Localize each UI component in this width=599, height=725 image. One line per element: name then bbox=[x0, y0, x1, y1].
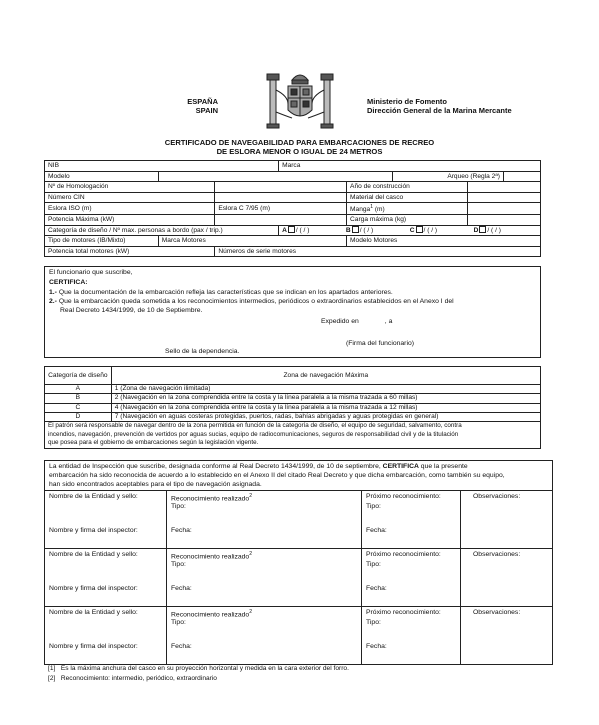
proximo-label[interactable]: Próximo reconocimiento: bbox=[366, 551, 441, 558]
directorate-name: Dirección General de la Marina Mercante bbox=[367, 106, 512, 115]
material-label: Material del casco bbox=[347, 192, 468, 203]
zone-cat: D bbox=[45, 412, 112, 421]
carga-max-label: Carga máxima (kg) bbox=[347, 215, 468, 226]
firma-inspector-label[interactable]: Nombre y firma del inspector: bbox=[49, 527, 138, 534]
tipo-label[interactable]: Tipo: bbox=[366, 561, 381, 568]
cat-d-checkbox[interactable] bbox=[479, 226, 486, 233]
potencia-max-value[interactable] bbox=[215, 215, 347, 226]
certificate-title-line2: DE ESLORA MENOR O IGUAL DE 24 METROS bbox=[216, 147, 383, 156]
zone-cat: A bbox=[45, 385, 112, 394]
arqueo-label: Arqueo (Regla 2ª) bbox=[393, 171, 504, 182]
cat-a-checkbox[interactable] bbox=[288, 226, 295, 233]
firma-funcionario: (Firma del funcionario) bbox=[346, 340, 414, 347]
marca-motores-label: Marca Motores bbox=[158, 236, 346, 247]
cat-c-checkbox[interactable] bbox=[416, 226, 423, 233]
potencia-total-label: Potencia total motores (kW) bbox=[45, 246, 215, 257]
footnote-2: [2] Reconocimiento: intermedio, periódico, extraordinario bbox=[48, 675, 217, 682]
zone-desc: 7 (Navegación en aguas costeras protegidas, puertos, radas, bahías abrigadas y aguas protegidas en general) bbox=[111, 412, 540, 421]
material-value[interactable] bbox=[468, 192, 541, 203]
zone-header-row bbox=[45, 367, 541, 385]
inspection-row bbox=[45, 490, 552, 548]
entidad-label[interactable]: Nombre de la Entidad y sello: bbox=[49, 609, 138, 616]
reconocimiento-label: Reconocimiento realizado$^2$ bbox=[171, 551, 252, 561]
fecha-label[interactable]: Fecha: bbox=[366, 585, 387, 592]
observaciones-label[interactable]: Observaciones: bbox=[473, 551, 521, 558]
modelo-label: Modelo bbox=[45, 171, 159, 182]
tipo-label[interactable]: Tipo: bbox=[171, 561, 186, 568]
country-block bbox=[150, 97, 218, 115]
zone-row bbox=[45, 403, 541, 412]
country-en: SPAIN bbox=[195, 106, 218, 115]
cin-value[interactable] bbox=[215, 192, 347, 203]
fecha-label[interactable]: Fecha: bbox=[171, 643, 192, 650]
cin-label: Número CIN bbox=[45, 192, 215, 203]
form-row bbox=[45, 246, 541, 257]
tipo-label[interactable]: Tipo: bbox=[171, 503, 186, 510]
inspection-intro: La entidad de Inspección que suscribe, designada conforme al Real Decreto 1434/1999, de 10 de septiembre, CERTIFICA que la presente embarcación ha sido reconocida de acuerdo a lo establecido en el Anexo II del citado Real Decreto y que dicha embarcación, como también su equipo, han sido encontrados aceptables para el tipo de navegación asignada. bbox=[49, 463, 505, 488]
fecha-label[interactable]: Fecha: bbox=[171, 585, 192, 592]
inspection-row bbox=[45, 606, 552, 664]
categoria-options bbox=[279, 225, 541, 236]
potencia-max-label: Potencia Máxima (kW) bbox=[45, 215, 215, 226]
ano-construccion-label: Año de construcción bbox=[347, 182, 468, 193]
zone-row bbox=[45, 394, 541, 403]
fecha-label[interactable]: Fecha: bbox=[171, 527, 192, 534]
cert-item-2-cont: Real Decreto 1434/1999, de 10 de Septiembre. bbox=[60, 307, 203, 314]
zone-head-cat: Categoría de diseño bbox=[45, 367, 112, 385]
ministry-block bbox=[367, 97, 567, 115]
categoria-label: Categoría de diseño / Nº max. personas a bordo (pax / trip.) bbox=[45, 225, 279, 236]
proximo-label[interactable]: Próximo reconocimiento: bbox=[366, 609, 441, 616]
entidad-label[interactable]: Nombre de la Entidad y sello: bbox=[49, 493, 138, 500]
inspection-row bbox=[45, 548, 552, 606]
tipo-label[interactable]: Tipo: bbox=[366, 503, 381, 510]
certification-box bbox=[44, 266, 541, 358]
modelo-motores-label: Modelo Motores bbox=[347, 236, 541, 247]
fecha-label[interactable]: Fecha: bbox=[366, 643, 387, 650]
cat-c-option[interactable]: C / ( / ) bbox=[409, 226, 438, 234]
zone-cat: C bbox=[45, 403, 112, 412]
form-row bbox=[45, 203, 541, 215]
carga-max-value[interactable] bbox=[468, 215, 541, 226]
ano-construccion-value[interactable] bbox=[468, 182, 541, 193]
observaciones-label[interactable]: Observaciones: bbox=[473, 609, 521, 616]
form-row bbox=[45, 182, 541, 193]
eslora-iso-label: Eslora ISO (m) bbox=[45, 203, 215, 215]
zone-row bbox=[45, 412, 541, 421]
tipo-label[interactable]: Tipo: bbox=[366, 619, 381, 626]
entidad-label[interactable]: Nombre de la Entidad y sello: bbox=[49, 551, 138, 558]
expedido-line: Expedido en , a bbox=[321, 318, 393, 325]
nib-field[interactable]: NIB bbox=[45, 161, 279, 172]
tipo-motores-label: Tipo de motores (IB/Mixto) bbox=[45, 236, 159, 247]
cat-b-option[interactable]: B / ( / ) bbox=[345, 226, 374, 234]
numeros-serie-label: Números de serie motores bbox=[215, 246, 541, 257]
footnote-1: [1] Es la máxima anchura del casco en su proyección horizontal y medida en la cara exterior del forro. bbox=[48, 665, 349, 672]
ministry-name: Ministerio de Fomento bbox=[367, 97, 448, 106]
firma-inspector-label[interactable]: Nombre y firma del inspector: bbox=[49, 643, 138, 650]
manga-value[interactable] bbox=[468, 203, 541, 215]
certificate-title-line1: CERTIFICADO DE NAVEGABILIDAD PARA EMBARCACIONES DE RECREO bbox=[164, 138, 435, 147]
country-es: ESPAÑA bbox=[187, 97, 218, 106]
cat-b-checkbox[interactable] bbox=[352, 226, 359, 233]
cert-heading: CERTIFICA: bbox=[49, 279, 88, 286]
coat-of-arms-icon bbox=[258, 66, 342, 132]
homologacion-value[interactable] bbox=[215, 182, 347, 193]
eslora-c-label: Eslora C 7/95 (m) bbox=[215, 203, 347, 215]
form-row bbox=[45, 161, 541, 172]
tipo-label[interactable]: Tipo: bbox=[171, 619, 186, 626]
zone-note-row bbox=[45, 422, 541, 449]
inspection-section bbox=[44, 460, 553, 665]
cert-intro: El funcionario que suscribe, bbox=[49, 269, 133, 276]
form-row bbox=[45, 215, 541, 226]
zone-cat: B bbox=[45, 394, 112, 403]
homologacion-label: Nº de Homologación bbox=[45, 182, 215, 193]
reconocimiento-label: Reconocimiento realizado$^2$ bbox=[171, 493, 252, 503]
zone-desc: 1 (Zona de navegación ilimitada) bbox=[111, 385, 540, 394]
cert-item-2: 2.- Que la embarcación queda sometida a los reconocimientos intermedios, periódicos o extraordinarios establecidos en el Anexo I del bbox=[49, 298, 454, 305]
marca-field[interactable]: Marca bbox=[279, 161, 541, 172]
form-row bbox=[45, 236, 541, 247]
cert-item-1: 1.- Que la documentación de la embarcación refleja las características que se indican en los apartados anteriores. bbox=[49, 289, 393, 296]
cat-d-option[interactable]: D / ( / ) bbox=[473, 226, 501, 234]
sello-dependencia: Sello de la dependencia. bbox=[165, 348, 240, 355]
form-row bbox=[45, 171, 541, 182]
reconocimiento-label: Reconocimiento realizado$^2$ bbox=[171, 609, 252, 619]
zone-desc: 4 (Navegación en la zona comprendida entre la costa y la línea paralela a la misma trazada a 12 millas) bbox=[111, 403, 540, 412]
zone-desc: 2 (Navegación en la zona comprendida entre la costa y la línea paralela a la misma trazada a 60 millas) bbox=[111, 394, 540, 403]
proximo-label[interactable]: Próximo reconocimiento: bbox=[366, 493, 441, 500]
form-row bbox=[45, 192, 541, 203]
modelo-value[interactable] bbox=[158, 171, 392, 182]
firma-inspector-label[interactable]: Nombre y firma del inspector: bbox=[49, 585, 138, 592]
form-row bbox=[45, 225, 541, 236]
arqueo-value[interactable] bbox=[503, 171, 540, 182]
manga-label: Manga$^1$ (m) bbox=[347, 203, 468, 215]
zone-table bbox=[44, 366, 541, 449]
vessel-data-table bbox=[44, 160, 541, 257]
zone-head-zone: Zona de navegación Máxima bbox=[111, 367, 540, 385]
cat-a-option[interactable]: A / ( / ) bbox=[282, 226, 310, 234]
observaciones-label[interactable]: Observaciones: bbox=[473, 493, 521, 500]
zone-note: El patrón será responsable de navegar dentro de la zona permitida en función de la categoría de diseño, el equipo de seguridad, salvamento, contra incendios, navegación, prevención de vertidos por aguas sucias, equipo de radiocomunicaciones, seguros de responsabilidad civil y de la titulación que posea para el gobierno de embarcaciones según la legislación vigente. bbox=[45, 422, 541, 449]
zone-row bbox=[45, 385, 541, 394]
fecha-label[interactable]: Fecha: bbox=[366, 527, 387, 534]
